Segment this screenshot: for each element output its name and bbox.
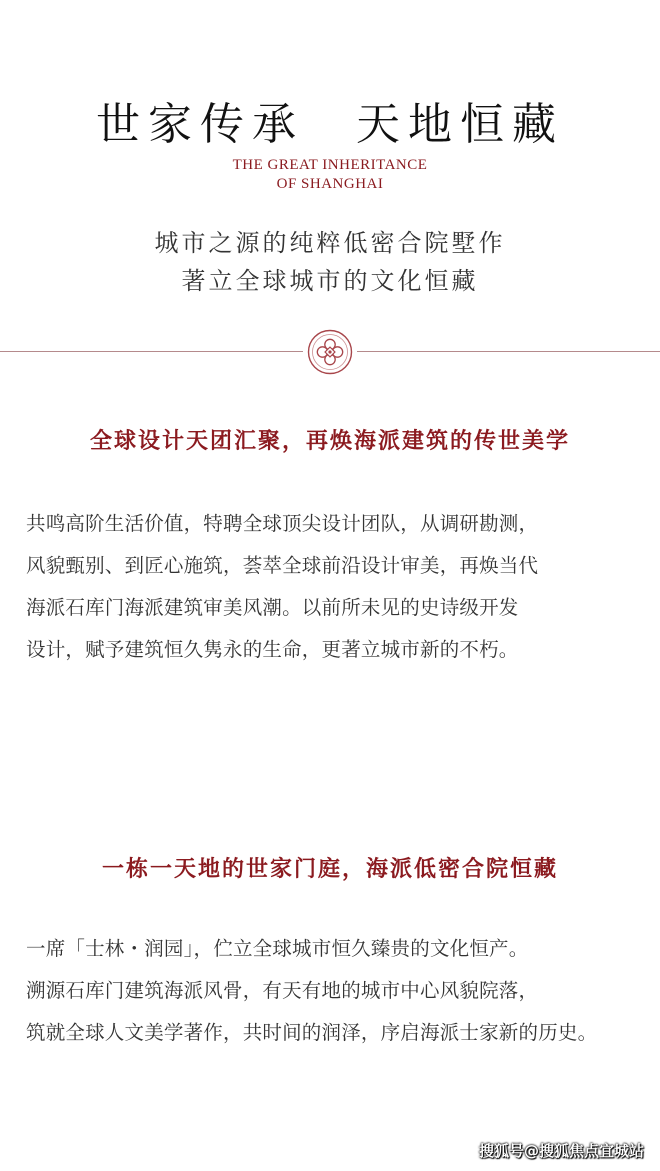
section-2-line-2: 溯源石库门建筑海派风骨，有天有地的城市中心风貌院落， xyxy=(26,979,539,1002)
ornamental-medallion-icon xyxy=(307,329,353,375)
english-title-line-2: OF SHANGHAI xyxy=(276,176,384,192)
section-1-body xyxy=(26,503,641,671)
section-1-heading: 全球设计天团汇聚，再焕海派建筑的传世美学 xyxy=(89,429,570,454)
english-title-line-1: THE GREAT INHERITANCE xyxy=(232,157,428,173)
english-title xyxy=(0,156,660,194)
section-1-line-4: 设计，赋予建筑恒久隽永的生命，更著立城市新的不朽。 xyxy=(26,638,519,661)
watermark: 搜狐号@搜狐焦点宜城站 xyxy=(478,1142,644,1160)
subtitle-line-1: 城市之源的纯粹低密合院墅作 xyxy=(154,229,506,257)
divider-right xyxy=(357,351,660,352)
section-2-line-3: 筑就全球人文美学著作，共时间的润泽，序启海派士家新的历史。 xyxy=(26,1021,598,1044)
subtitle-line-2: 著立全球城市的文化恒藏 xyxy=(181,267,479,295)
section-2-body xyxy=(26,928,641,1054)
section-1-line-1: 共鸣高阶生活价值，特聘全球顶尖设计团队，从调研勘测， xyxy=(26,512,539,535)
subtitle xyxy=(0,224,660,300)
section-1-line-2: 风貌甄别、到匠心施筑，荟萃全球前沿设计审美，再焕当代 xyxy=(26,554,539,577)
main-title: 世家传承 天地恒藏 xyxy=(96,99,564,150)
section-2-line-1: 一席「士林・润园」，伫立全球城市恒久臻贵的文化恒产。 xyxy=(26,937,529,960)
section-2-heading: 一栋一天地的世家门庭，海派低密合院恒藏 xyxy=(101,857,558,882)
section-1-line-3: 海派石库门海派建筑审美风潮。以前所未见的史诗级开发 xyxy=(26,596,519,619)
divider-left xyxy=(0,351,303,352)
